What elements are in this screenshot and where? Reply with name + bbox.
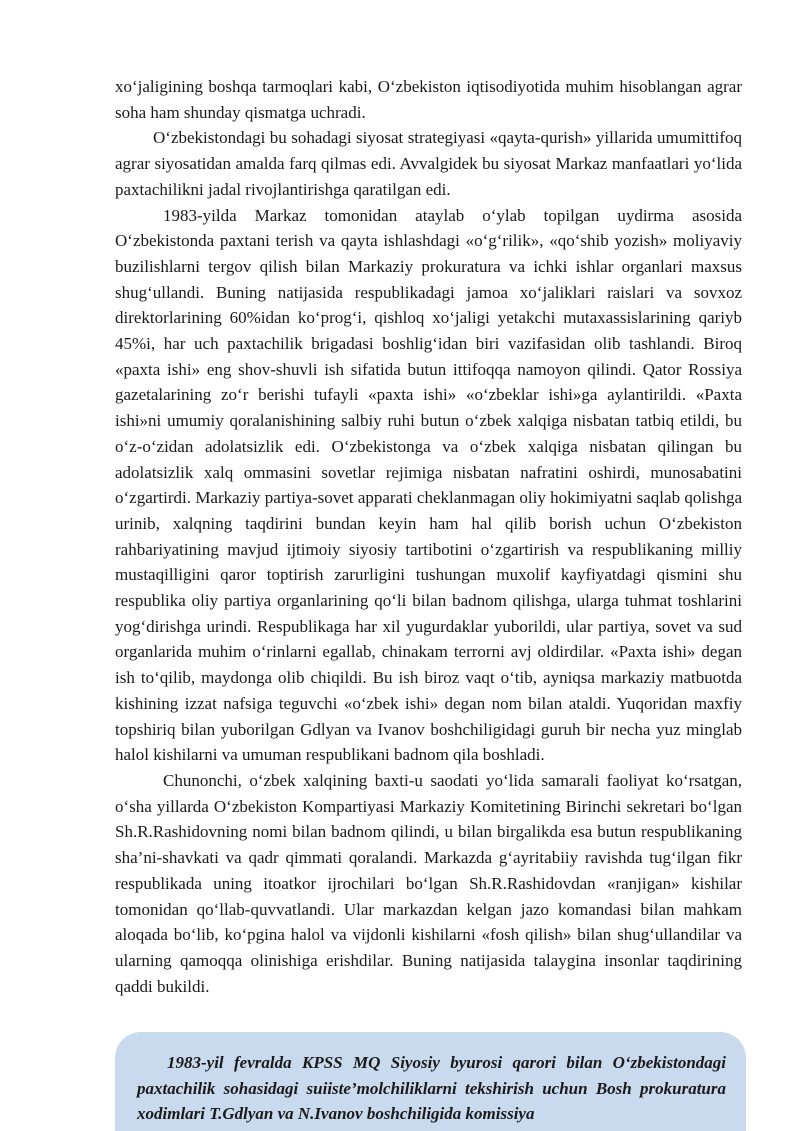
- paragraph-rashidov: Chunonchi, o‘zbek xalqining baxti-u saodati yo‘lida samarali faoliyat ko‘rsatgan, o‘sha yillarda O‘zbekiston Kompartiyasi Markaziy Komitetining Birinchi sekretari bo‘lgan Sh.R.Rashidovning nomi bilan badnom qilindi, u bilan birgalikda esa butun respublikaning sha’ni-shavkati va qadr qimmati qoralandi. Markazda g‘ayritabiiy ravishda tug‘ilgan fikr respublikada uning itoatkor ijrochilari bo‘lgan Sh.R.Rashidovdan «ranjigan» kishilar tomonidan qo‘llab-quvvatlandi. Ular markazdan kelgan jazo komandasi bilan mahkam aloqada bo‘lib, ko‘pgina halol va vijdonli kishilarni «fosh qilish» bilan shug‘ullandilar va ularning qamoqqa olinishiga erishdilar. Buning natijasida talaygina insonlar taqdirining qaddi bukildi.: [115, 770, 742, 996]
- paragraph-continuation: xo‘jaligining boshqa tarmoqlari kabi, O‘zbekiston iqtisodiyotida muhim hisoblangan agrar soha ham shunday qismatga uchradi.: [115, 77, 742, 122]
- callout-text: 1983-yil fevralda KPSS MQ Siyosiy byurosi qarori bilan O‘zbekistondagi paxtachilik sohasidagi suiiste’molchiliklarni tekshirish uchun Bosh prokuratura xodimlari T.Gdlyan va N.Ivanov boshchiligida komissiya: [137, 1053, 726, 1124]
- callout-box: [115, 1032, 746, 1131]
- paragraph-policy-strategy: O‘zbekistondagi bu sohadagi siyosat strategiyasi «qayta-qurish» yillarida umumittifoq agrar siyosatidan amalda farq qilmas edi. Avvalgidek bu siyosat Markaz manfaatlari yo‘lida paxtachilikni jadal rivojlantirishga qaratilgan edi.: [115, 128, 742, 199]
- paragraph-cotton-affair: 1983-yilda Markaz tomonidan ataylab o‘ylab topilgan uydirma asosida O‘zbekistonda paxtani terish va qayta ishlashdagi «o‘g‘rilik», «qo‘shib yozish» moliyaviy buzilishlarni tergov qilish bilan Markaziy prokuratura va ichki ishlar organlari maxsus shug‘ullandi. Buning natijasida respublikadagi jamoa xo‘jaliklari raislari va sovxoz direktorlarining 60%idan ko‘prog‘i, qishloq xo‘jaligi yetakchi mutaxassislarining qariyb 45%i, har uch paxtachilik brigadasi boshlig‘idan biri vazifasidan olib tashlandi. Biroq «paxta ishi» eng shov-shuvli ish sifatida butun ittifoqqa namoyon qilindi. Qator Rossiya gazetalarining zo‘r berishi tufayli «paxta ishi» «o‘zbeklar ishi»ga aylantirildi. «Paxta ishi»ni umumiy qoralanishining salbiy ruhi butun o‘zbek xalqiga nisbatan tatbiq etildi, bu o‘z-o‘zidan adolatsizlik edi. O‘zbekistonga va o‘zbek xalqiga nisbatan qilingan bu adolatsizlik xalq ommasini sovetlar rejimiga nisbatan nafratini oshirdi, munosabatini o‘zgartirdi. Markaziy partiya-sovet apparati cheklanmagan oliy hokimiyatni saqlab qolishga urinib, xalqning taqdirini bundan keyin ham hal qilib borish uchun O‘zbekiston rahbariyatining mavjud ijtimoiy siyosiy tartibotini o‘zgartirish va respublikaning milliy mustaqilligini qaror toptirish zarurligini tushungan muxolif kayfiyatdagi qismini shu respublika oliy partiya organlarining qo‘li bilan badnom qilishga, ularga tuhmat toshlarini yog‘dirishga urindi. Respublikaga har xil yugurdaklar yuborildi, ular partiya, sovet va sud organlarida muhim o‘rinlarni egallab, chinakam terrorni avj oldirdilar. «Paxta ishi» degan ish to‘qilib, maydonga olib chiqildi. Bu ish biroz vaqt o‘tib, ayniqsa markaziy matbuotda kishining izzat nafsiga teguvchi «o‘zbek ishi» degan nom bilan ataldi. Yuqoridan maxfiy topshiriq bilan yuborilgan Gdlyan va Ivanov boshchiligidagi guruh bir necha yuz minglab halol kishilarni va umuman respublikani badnom qila boshladi.: [115, 205, 742, 765]
- body-text: [115, 74, 742, 999]
